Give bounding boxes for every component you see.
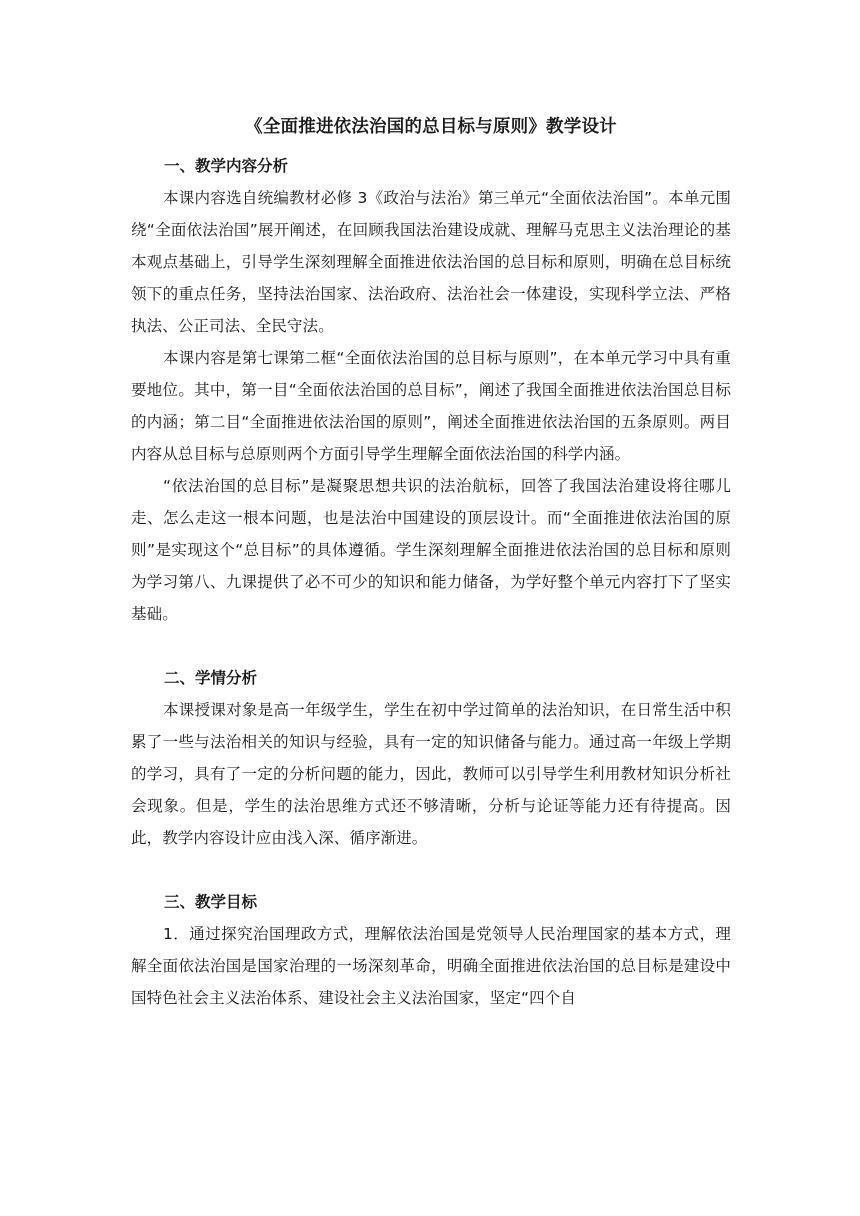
section-student-analysis [131, 662, 731, 854]
section-heading: 三、教学目标 [164, 893, 258, 911]
paragraph: 本课内容选自统编教材必修 3《政治与法治》第三单元“全面依法治国”。本单元围绕“全面依法治国”展开阐述，在回顾我国法治建设成就、理解马克思主义法治理论的基本观点基础上，引导学生深刻理解全面推进依法治国的总目标和原则，明确在总目标统领下的重点任务，坚持法治国家、法治政府、法治社会一体建设，实现科学立法、严格执法、公正司法、全民守法。 [131, 189, 731, 335]
paragraph: “依法治国的总目标”是凝聚思想共识的法治航标，回答了我国法治建设将往哪儿走、怎么走这一根本问题，也是法治中国建设的顶层设计。而“全面推进依法治国的原则”是实现这个“总目标”的具体遵循。学生深刻理解全面推进依法治国的总目标和原则为学习第八、九课提供了必不可少的知识和能力储备，为学好整个单元内容打下了坚实基础。 [131, 477, 731, 623]
document-title: 《全面推进依法治国的总目标与原则》教学设计 [245, 117, 617, 137]
paragraph: 本课内容是第七课第二框“全面依法治国的总目标与原则”，在本单元学习中具有重要地位。其中，第一目“全面依法治国的总目标”，阐述了我国全面推进依法治国总目标的内涵；第二目“全面推进依法治国的原则”，阐述全面推进依法治国的五条原则。两目内容从总目标与总原则两个方面引导学生理解全面依法治国的科学内涵。 [131, 349, 731, 463]
section-heading: 二、学情分析 [164, 669, 258, 687]
section-spacer [131, 630, 731, 662]
section-content-analysis [131, 150, 731, 630]
section-teaching-goals [131, 886, 731, 1014]
document-body [131, 112, 731, 1014]
paragraph: 本课授课对象是高一年级学生，学生在初中学过简单的法治知识，在日常生活中积累了一些与法治相关的知识与经验，具有一定的知识储备与能力。通过高一年级上学期的学习，具有了一定的分析问题的能力，因此，教师可以引导学生利用教材知识分析社会现象。但是，学生的法治思维方式还不够清晰，分析与论证等能力还有待提高。因此，教学内容设计应由浅入深、循序渐进。 [131, 701, 731, 847]
section-heading: 一、教学内容分析 [164, 157, 289, 175]
section-spacer [131, 854, 731, 886]
paragraph: 1．通过探究治国理政方式，理解依法治国是党领导人民治理国家的基本方式，理解全面依法治国是国家治理的一场深刻革命，明确全面推进依法治国的总目标是建设中国特色社会主义法治体系、建设社会主义法治国家，坚定“四个自 [131, 925, 731, 1007]
